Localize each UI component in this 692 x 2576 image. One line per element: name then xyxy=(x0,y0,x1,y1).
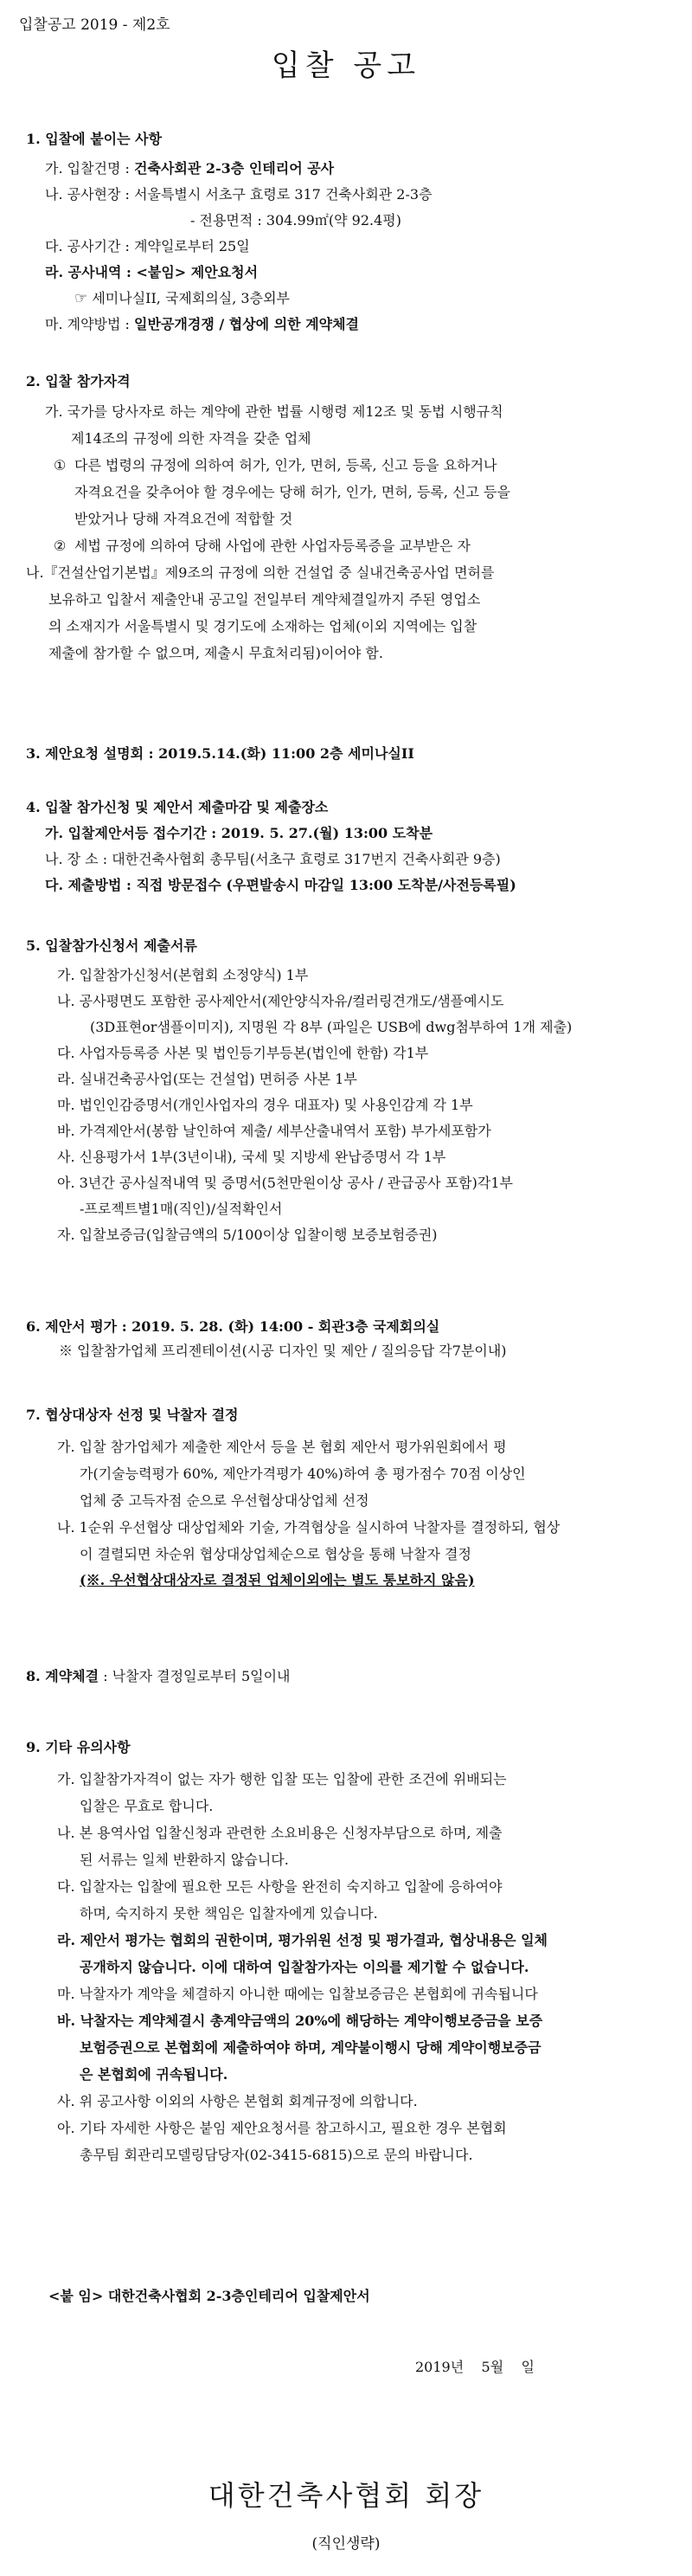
section-6 xyxy=(26,1316,675,1364)
s1-da-value: 계약일로부터 25일 xyxy=(134,238,250,254)
s2-condition-1 xyxy=(45,452,650,532)
s5-item: 아. 3년간 공사실적내역 및 증명서(5천만원이상 공사 / 관급공사 포함)각1부 xyxy=(57,1175,513,1191)
section-6-heading: 6. 제안서 평가 : 2019. 5. 28. (화) 14:00 - 회관3층 국제회의실 xyxy=(26,1318,440,1335)
s9-a-line: 아. 기타 자세한 사항은 붙임 제안요청서를 참고하시고, 필요한 경우 본협회 xyxy=(57,2120,507,2136)
s9-ra-line: 라. 제안서 평가는 협회의 권한이며, 평가위원 선정 및 평가결과, 협상내용은 일체 xyxy=(57,1932,548,1948)
s9-item-ra xyxy=(57,1927,675,1980)
section-5 xyxy=(26,935,675,1248)
section-3-heading: 3. 제안요청 설명회 : 2019.5.14.(화) 11:00 2층 세미나실II xyxy=(26,745,414,762)
s1-ga-label: 입찰건명 : xyxy=(67,160,130,177)
s9-item-ma xyxy=(57,1980,675,2007)
s1-item-da xyxy=(45,234,675,260)
s9-ba-line: 바. 낙찰자는 계약체결시 총계약금액의 20%에 해당하는 계약이행보증금을 보증 xyxy=(57,2012,543,2029)
s5-item: 다. 사업자등록증 사본 및 법인등기부등본(법인에 한함) 각1부 xyxy=(57,1045,429,1061)
s9-ga-line: 입찰은 무효로 합니다. xyxy=(80,1798,214,1814)
s2-na-line: 보유하고 입찰서 제출안내 공고일 전일부터 계약체결일까지 주된 영업소 xyxy=(48,591,481,608)
s4-item-na: 나. 장 소 : 대한건축사협회 총무팀(서초구 효령로 317번지 건축사회관 9층) xyxy=(45,851,501,867)
s9-da-line: 하며, 숙지하지 못한 책임은 입찰자에게 있습니다. xyxy=(80,1905,378,1922)
s1-item-ga xyxy=(45,156,675,182)
s2-ga-line: 제14조의 규정에 의한 자격을 갖춘 업체 xyxy=(71,430,311,447)
s2-condition-2 xyxy=(45,532,650,559)
s1-ma-label: 계약방법 : xyxy=(67,316,130,332)
s9-na-line: 된 서류는 일체 반환하지 않습니다. xyxy=(80,1852,289,1868)
section-7-heading: 7. 협상대상자 선정 및 낙찰자 결정 xyxy=(26,1407,239,1423)
s2-na-line: 의 소재지가 서울특별시 및 경기도에 소재하는 업체(이외 지역에는 입찰 xyxy=(48,618,477,634)
section-8 xyxy=(26,1665,675,1688)
s2-item-ga xyxy=(45,398,650,452)
s1-ra-mark: 라. xyxy=(45,264,64,280)
s9-ga-line: 가. 입찰참가자격이 없는 자가 행한 입찰 또는 입찰에 관한 조건에 위배되는 xyxy=(57,1771,507,1787)
notice-number: 입찰공고 2019 - 제2호 xyxy=(19,16,170,34)
s1-ra-sub-value: 세미나실II, 국제회의실, 3층외부 xyxy=(92,290,290,306)
s2-c1-line: 자격요건을 갖추어야 할 경우에는 당해 허가, 인가, 면허, 등록, 신고 등을 xyxy=(74,484,510,500)
s5-item: 사. 신용평가서 1부(3년이내), 국세 및 지방세 완납증명서 각 1부 xyxy=(57,1149,446,1165)
s9-item-da xyxy=(57,1873,675,1927)
s6-note: ※ 입찰참가업체 프리젠테이션(시공 디자인 및 제안 / 질의응답 각7분이내) xyxy=(59,1343,507,1359)
s7-ga-line: 가(기술능력평가 60%, 제안가격평가 40%)하여 총 평가점수 70점 이상인 xyxy=(80,1465,526,1482)
s5-item: 마. 법인인감증명서(개인사업자의 경우 대표자) 및 사용인감계 각 1부 xyxy=(57,1097,473,1113)
s9-sa-line: 사. 위 공고사항 이외의 사항은 본협회 회계규정에 의합니다. xyxy=(57,2093,418,2109)
s9-item-ga xyxy=(57,1766,675,1819)
s1-item-na xyxy=(45,182,675,208)
s1-na-mark: 나. xyxy=(45,186,63,203)
seal-note: (직인생략) xyxy=(311,2535,381,2553)
section-7 xyxy=(26,1404,675,1594)
s2-na-line: 나.『건설산업기본법』제9조의 규정에 의한 건설업 중 실내건축공사업 면허를 xyxy=(26,564,495,581)
section-4 xyxy=(26,796,675,898)
s7-na-line: 이 결렬되면 차순위 협상대상업체순으로 협상을 통해 낙찰자 결정 xyxy=(80,1546,471,1562)
s9-ba-line: 보험증권으로 본협회에 제출하여야 하며, 계약불이행시 당해 계약이행보증금 xyxy=(80,2039,541,2056)
section-8-value: : 낙찰자 결정일로부터 5일이내 xyxy=(99,1668,291,1684)
s2-na-line: 제출에 참가할 수 없으며, 제출시 무효처리됨)이어야 함. xyxy=(48,645,383,661)
s1-na-label: 공사현장 : xyxy=(67,186,130,203)
s9-item-na xyxy=(57,1819,675,1873)
s7-note: (※. 우선협상대상자로 결정된 업체이외에는 별도 통보하지 않음) xyxy=(80,1572,475,1588)
s1-item-ma xyxy=(45,312,675,338)
s5-item: 가. 입찰참가신청서(본협회 소정양식) 1부 xyxy=(57,967,309,983)
page-title: 입찰 공고 xyxy=(271,48,421,83)
s5-item: 자. 입찰보증금(입찰금액의 5/100이상 입찰이행 보증보험증권) xyxy=(57,1227,438,1243)
s5-item: 바. 가격제안서(봉함 날인하여 제출/ 세부산출내역서 포함) 부가세포함가 xyxy=(57,1123,491,1139)
section-8 xyxy=(26,1665,675,1688)
s7-ga-line: 업체 중 고득자점 순으로 우선협상대상업체 선정 xyxy=(80,1492,369,1509)
s2-c1-line: 받았거나 당해 자격요건에 적합할 것 xyxy=(74,511,293,527)
section-9-heading: 9. 기타 유의사항 xyxy=(26,1739,131,1755)
s9-item-a xyxy=(57,2115,675,2168)
circled-2-marker: ② xyxy=(54,538,67,554)
s5-item: (3D표현or샘플이미지), 지명원 각 8부 (파일은 USB에 dwg첨부하여 1개 제출) xyxy=(90,1019,573,1035)
s1-ma-mark: 마. xyxy=(45,316,63,332)
s9-da-line: 다. 입찰자는 입찰에 필요한 모든 사항을 완전히 숙지하고 입찰에 응하여야 xyxy=(57,1878,503,1895)
section-1 xyxy=(26,128,675,338)
section-4-heading: 4. 입찰 참가신청 및 제안서 제출마감 및 제출장소 xyxy=(26,799,329,815)
section-5-heading: 5. 입찰참가신청서 제출서류 xyxy=(26,937,197,954)
s2-c1-line: 다른 법령의 규정에 의하여 허가, 인가, 면허, 등록, 신고 등을 요하거나 xyxy=(74,457,497,473)
s9-a-line: 총무팀 회관리모델링담당자(02-3415-6815)으로 문의 바랍니다. xyxy=(80,2147,473,2163)
s9-ma-line: 마. 낙찰자가 계약을 체결하지 아니한 때에는 입찰보증금은 본협회에 귀속됩니다 xyxy=(57,1986,538,2002)
s1-ga-value: 건축사회관 2-3층 인테리어 공사 xyxy=(134,160,335,177)
s9-item-sa xyxy=(57,2088,675,2115)
s5-item: 라. 실내건축공사업(또는 건설업) 면허증 사본 1부 xyxy=(57,1071,357,1087)
s1-area: - 전용면적 : 304.99㎡(약 92.4평) xyxy=(190,212,401,229)
signer-title: 대한건축사협회 회장 xyxy=(208,2479,484,2512)
s7-ga-line: 가. 입찰 참가업체가 제출한 제안서 등을 본 협회 제안서 평가위원회에서 평 xyxy=(57,1439,507,1455)
section-2 xyxy=(26,370,675,667)
section-3 xyxy=(26,743,675,765)
s7-item-na xyxy=(57,1514,675,1568)
s2-ga-line: 가. 국가를 당사자로 하는 계약에 관한 법률 시행령 제12조 및 동법 시행규칙 xyxy=(45,403,503,420)
attachment-line: <붙 임> 대한건축사협회 2-3층인테리어 입찰제안서 xyxy=(48,2288,370,2304)
section-1-heading: 1. 입찰에 붙이는 사항 xyxy=(26,131,163,147)
s2-item-na xyxy=(26,559,650,667)
s4-item-ga: 가. 입찰제안서등 접수기간 : 2019. 5. 27.(월) 13:00 도착분 xyxy=(45,825,433,841)
s1-ra-sub xyxy=(45,286,675,312)
notice-date: 2019년 5월 일 xyxy=(415,2359,535,2375)
s9-ba-line: 은 본협회에 귀속됩니다. xyxy=(80,2066,228,2083)
section-9 xyxy=(26,1736,675,2168)
s9-na-line: 나. 본 용역사업 입찰신청과 관련한 소요비용은 신청자부담으로 하며, 제출 xyxy=(57,1825,503,1841)
s7-item-ga xyxy=(57,1433,675,1514)
s5-item: 나. 공사평면도 포함한 공사제안서(제안양식자유/컬러링견개도/샘플예시도 xyxy=(57,993,504,1009)
s7-na-line: 나. 1순위 우선협상 대상업체와 기술, 가격협상을 실시하여 낙찰자를 결정하되, 협상 xyxy=(57,1519,561,1536)
s1-da-mark: 다. xyxy=(45,238,63,254)
section-8-heading: 8. 계약체결 xyxy=(26,1668,99,1684)
s1-ra-label: 공사내역 : <붙임> 제안요청서 xyxy=(67,264,259,280)
pointing-hand-icon: ☞ xyxy=(74,290,88,307)
s5-item: -프로젝트별1매(직인)/실적확인서 xyxy=(80,1201,283,1217)
s1-item-ra xyxy=(45,260,675,286)
circled-1-marker: ① xyxy=(54,457,67,473)
s1-ma-value: 일반공개경쟁 / 협상에 의한 계약체결 xyxy=(134,316,360,332)
s2-c2-line: 세법 규정에 의하여 당해 사업에 관한 사업자등록증을 교부받은 자 xyxy=(74,538,471,554)
s1-da-label: 공사기간 : xyxy=(67,238,130,254)
s9-ra-line: 공개하지 않습니다. 이에 대하여 입찰참가자는 이의를 제기할 수 없습니다. xyxy=(80,1959,529,1975)
s4-item-da: 다. 제출방법 : 직접 방문접수 (우편발송시 마감일 13:00 도착분/사전등록필) xyxy=(45,877,516,893)
s1-ga-mark: 가. xyxy=(45,160,63,177)
s1-na-value: 서울특별시 서초구 효령로 317 건축사회관 2-3층 xyxy=(134,186,432,203)
section-2-heading: 2. 입찰 참가자격 xyxy=(26,373,131,390)
s9-item-ba xyxy=(57,2007,675,2088)
